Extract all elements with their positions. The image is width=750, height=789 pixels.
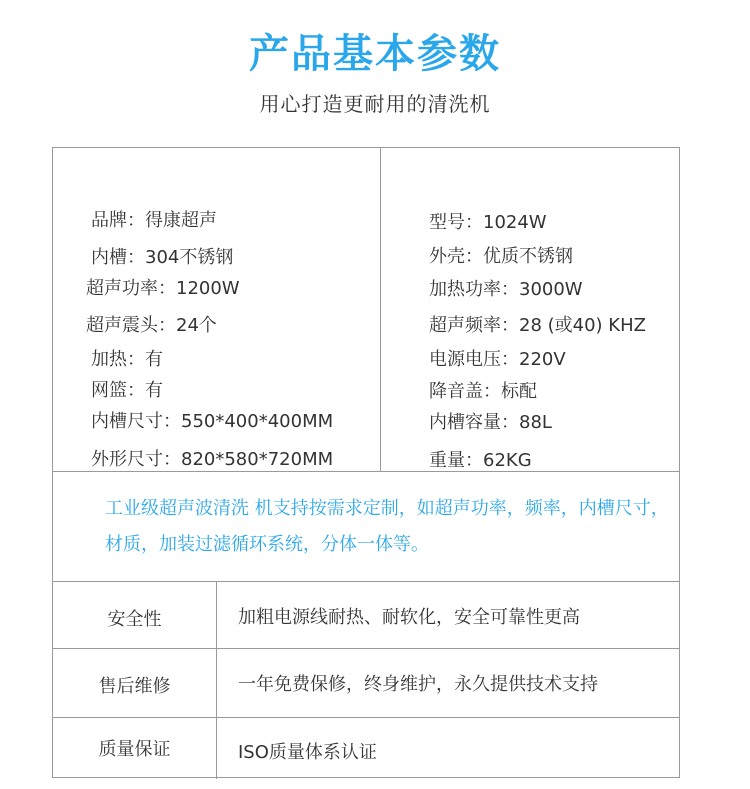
spec-inner-size: 内槽尺寸：550*400*400MM [91,411,334,432]
spec-brand: 品牌：得康超声 [91,210,217,231]
spec-frequency: 超声频率：28 (或40) KHZ [429,315,646,336]
feature-column-divider [216,581,217,779]
divider [53,717,679,718]
spec-heating: 加热：有 [91,349,163,370]
spec-outer-size: 外形尺寸：820*580*720MM [91,449,334,470]
spec-table [52,147,680,778]
feature-label-service: 售后维修 [98,676,171,697]
spec-ultrasonic-power: 超声功率：1200W [86,278,240,299]
spec-heating-power: 加热功率：3000W [429,279,583,300]
feature-value-safety: 加粗电源线耐热、耐软化，安全可靠性更高 [238,607,580,628]
page-title: 产品基本参数 [249,31,501,77]
spec-capacity: 内槽容量：88L [429,412,552,433]
spec-lid: 降音盖：标配 [429,381,537,402]
spec-transducers: 超声震头：24个 [86,315,217,336]
page-subtitle: 用心打造更耐用的清洗机 [259,92,491,116]
divider [53,581,679,582]
spec-housing: 外壳：优质不锈钢 [429,246,573,267]
spec-voltage: 电源电压：220V [429,349,566,370]
divider [53,648,679,649]
feature-value-service: 一年免费保修，终身维护，永久提供技术支持 [238,674,598,695]
feature-label-safety: 安全性 [107,609,162,630]
spec-inner-tank: 内槽：304不锈钢 [91,247,234,268]
spec-column-divider [380,148,381,471]
customization-note: 工业级超声波清洗 机支持按需求定制，如超声功率，频率，内槽尺寸，材质，加装过滤循环系统，分体一体等。 [105,498,669,555]
spec-basket: 网篮：有 [91,380,163,401]
divider [53,471,679,472]
feature-label-quality: 质量保证 [98,739,171,760]
feature-value-quality: ISO质量体系认证 [238,742,377,763]
spec-model: 型号：1024W [429,212,547,233]
spec-weight: 重量：62KG [429,450,532,471]
